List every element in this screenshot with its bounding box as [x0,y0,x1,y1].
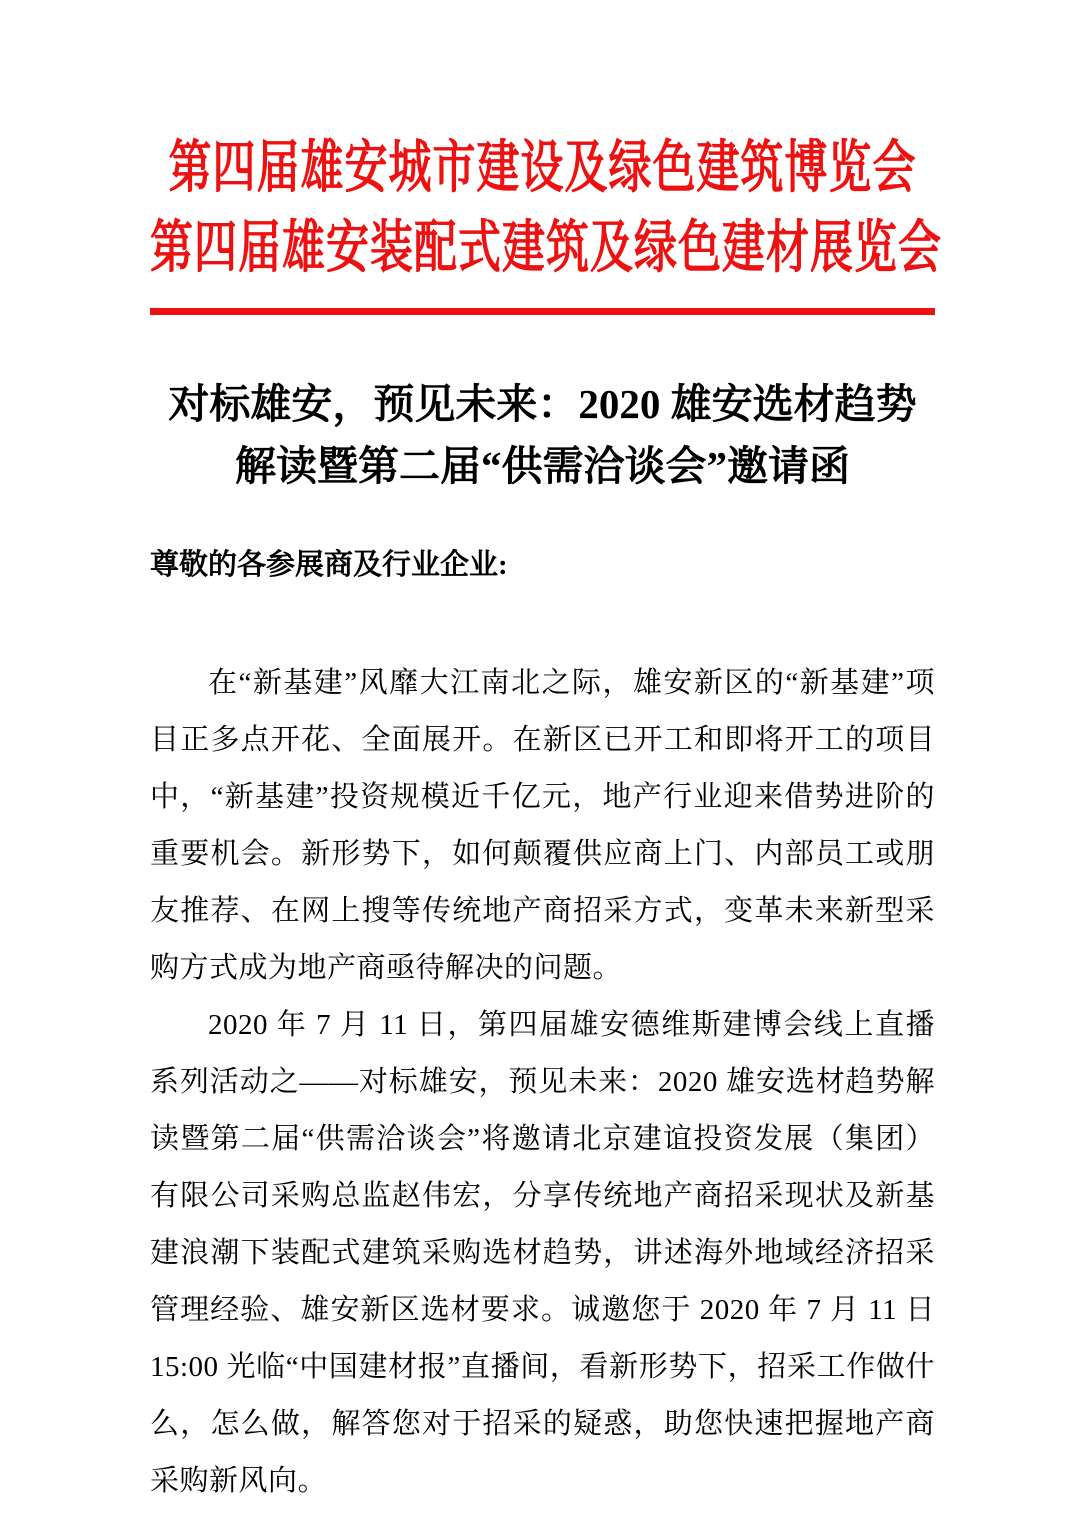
invitation-title-line-2: 解读暨第二届“供需洽谈会”邀请函 [235,443,850,489]
body-paragraph-1: 在“新基建”风靡大江南北之际，雄安新区的“新基建”项目正多点开花、全面展开。在新区已开工和即将开工的项目中，“新基建”投资规模近千亿元，地产行业迎来借势进阶的重要机会。新形势下，如何颠覆供应商上门、内部员工或朋友推荐、在网上搜等传统地产商招采方式，变革未来新型采购方式成为地产商亟待解决的问题。 [150,667,935,984]
invitation-title [150,373,935,497]
header-red-divider [150,308,935,315]
letter-body [150,655,935,1510]
salutation: 尊敬的各参展商及行业企业: [150,549,508,581]
header-title-line-1: 第四届雄安城市建设及绿色建筑博览会 [168,136,917,200]
header-title-line-2: 第四届雄安装配式建筑及绿色建材展览会 [150,216,942,280]
invitation-title-line-1: 对标雄安，预见未来：2020 雄安选材趋势 [168,381,917,427]
document-header [150,128,942,288]
body-paragraph-2: 2020 年 7 月 11 日，第四届雄安德维斯建博会线上直播系列活动之——对标雄安，预见未来：2020 雄安选材趋势解读暨第二届“供需洽谈会”将邀请北京建谊投资发展（集团）有限公司采购总监赵伟宏，分享传统地产商招采现状及新基建浪潮下装配式建筑采购选材趋势，讲述海外地域经济招采管理经验、雄安新区选材要求。诚邀您于 2020 年 7 月 11 日 15:00 光临“中国建材报”直播间，看新形势下，招采工作做什么，怎么做，解答您对于招采的疑惑，助您快速把握地产商采购新风向。 [150,1009,935,1497]
